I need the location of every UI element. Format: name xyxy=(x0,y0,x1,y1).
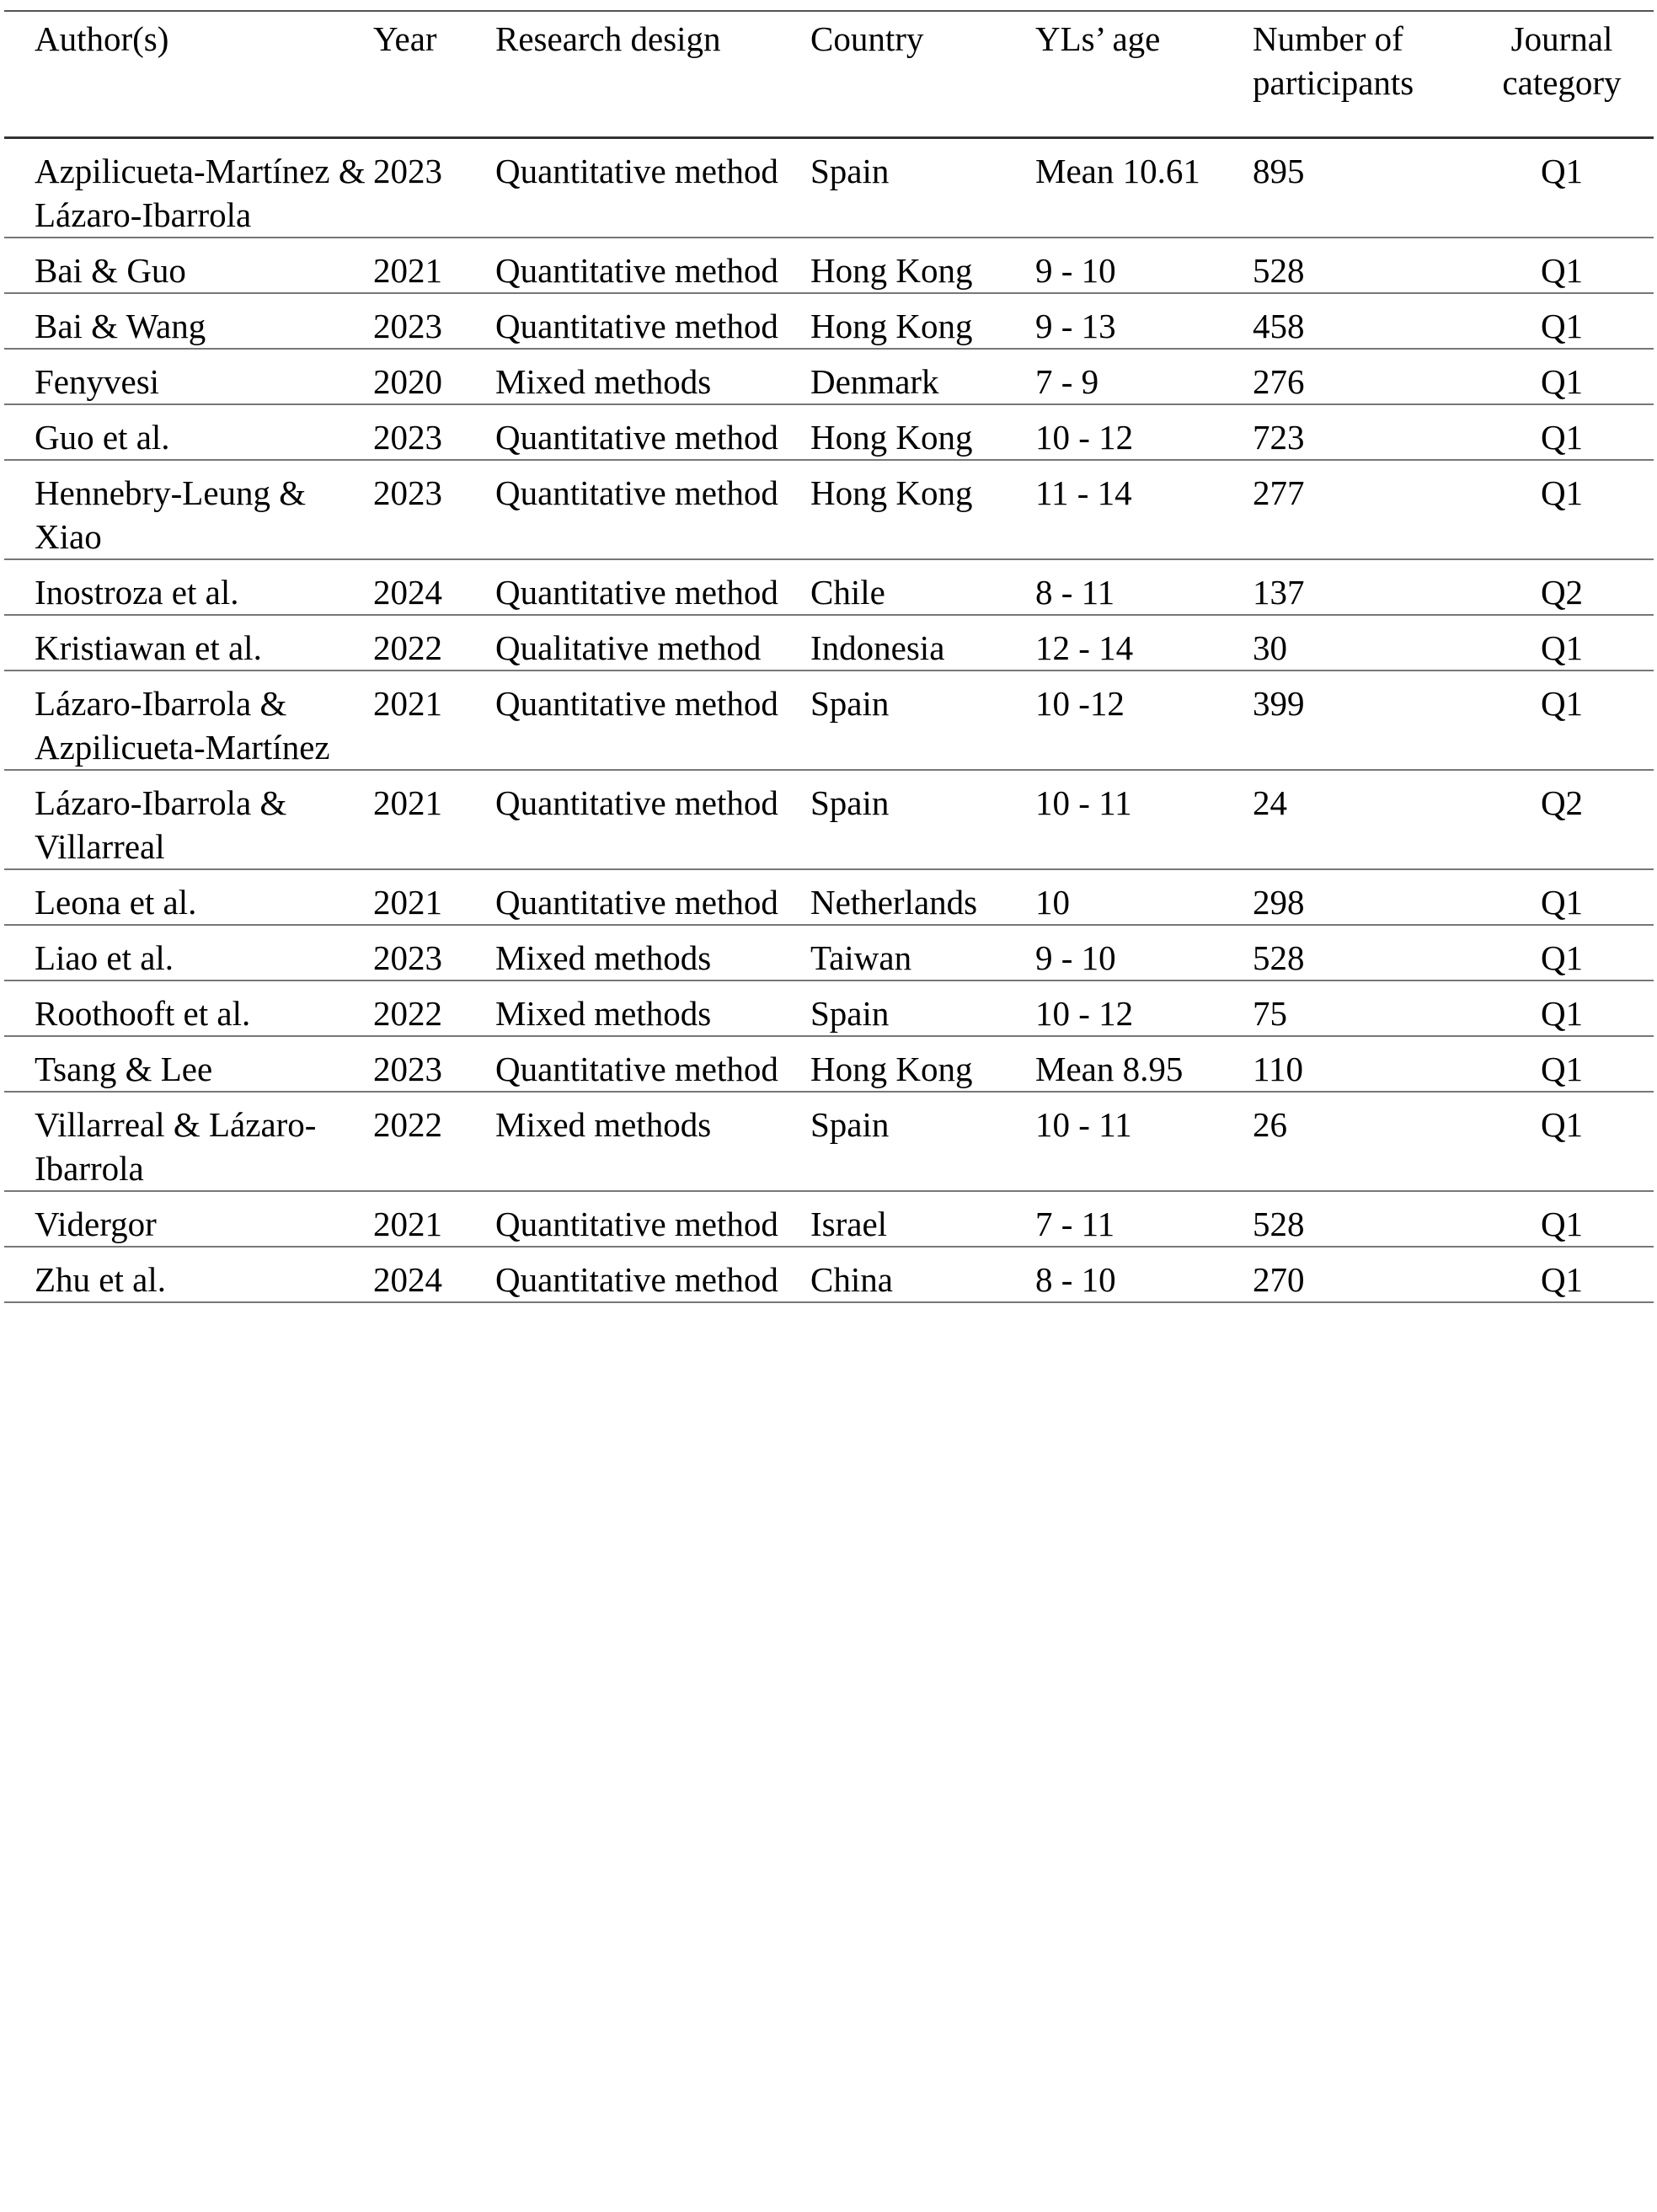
table-row xyxy=(4,671,1654,770)
cell-age: 10 xyxy=(1035,882,1070,922)
table-row xyxy=(4,293,1654,349)
cell-research-design: Quantitative method xyxy=(495,783,778,822)
cell-research-design: Quantitative method xyxy=(495,1259,778,1299)
studies-table-container xyxy=(4,10,1654,1303)
cell-journal-category: Q1 xyxy=(1540,250,1584,290)
cell-author: Lázaro-Ibarrola & Villarreal xyxy=(35,783,287,866)
cell-journal-category: Q1 xyxy=(1540,417,1584,457)
table-row xyxy=(4,559,1654,615)
header-country: Country xyxy=(810,19,924,58)
table-row xyxy=(4,869,1654,925)
cell-participants: 528 xyxy=(1253,1204,1305,1243)
cell-participants: 137 xyxy=(1253,572,1305,612)
header-research-design: Research design xyxy=(495,19,721,58)
cell-country: Chile xyxy=(810,572,885,612)
cell-country: Spain xyxy=(810,683,890,723)
cell-participants: 30 xyxy=(1253,628,1287,667)
table-row xyxy=(4,349,1654,404)
cell-age: 7 - 11 xyxy=(1035,1204,1115,1243)
table-header xyxy=(4,11,1654,137)
table-row xyxy=(4,460,1654,559)
cell-country: Hong Kong xyxy=(810,250,973,290)
cell-participants: 75 xyxy=(1253,993,1287,1033)
studies-table xyxy=(4,10,1654,1303)
table-row xyxy=(4,1036,1654,1092)
cell-participants: 26 xyxy=(1253,1104,1287,1144)
header-participants: Number of participants xyxy=(1253,19,1414,102)
cell-year: 2024 xyxy=(373,572,442,612)
cell-participants: 458 xyxy=(1253,306,1305,345)
header-author: Author(s) xyxy=(35,19,169,58)
table-row xyxy=(4,1092,1654,1191)
cell-author: Inostroza et al. xyxy=(35,572,239,612)
cell-journal-category: Q1 xyxy=(1540,882,1584,922)
cell-year: 2023 xyxy=(373,473,442,512)
cell-participants: 298 xyxy=(1253,882,1305,922)
cell-year: 2022 xyxy=(373,1104,442,1144)
cell-age: 12 - 14 xyxy=(1035,628,1134,667)
cell-author: Bai & Wang xyxy=(35,306,206,345)
table-row xyxy=(4,980,1654,1036)
cell-journal-category: Q2 xyxy=(1540,572,1584,612)
cell-age: 10 - 12 xyxy=(1035,417,1134,457)
cell-author: Zhu et al. xyxy=(35,1259,166,1299)
cell-research-design: Quantitative method xyxy=(495,683,778,723)
cell-country: Spain xyxy=(810,151,890,190)
cell-research-design: Mixed methods xyxy=(495,361,712,401)
cell-year: 2021 xyxy=(373,783,442,822)
table-row xyxy=(4,137,1654,238)
table-row xyxy=(4,238,1654,293)
cell-participants: 270 xyxy=(1253,1259,1305,1299)
table-row xyxy=(4,1191,1654,1247)
cell-author: Liao et al. xyxy=(35,938,174,977)
cell-journal-category: Q1 xyxy=(1540,628,1584,667)
table-row xyxy=(4,404,1654,460)
cell-age: 10 - 11 xyxy=(1035,783,1132,822)
cell-author: Kristiawan et al. xyxy=(35,628,262,667)
cell-year: 2023 xyxy=(373,306,442,345)
table-row xyxy=(4,615,1654,671)
cell-age: 9 - 10 xyxy=(1035,938,1116,977)
cell-journal-category: Q2 xyxy=(1540,783,1584,822)
cell-age: 10 - 11 xyxy=(1035,1104,1132,1144)
cell-age: 11 - 14 xyxy=(1035,473,1132,512)
cell-age: Mean 8.95 xyxy=(1035,1049,1184,1088)
cell-participants: 277 xyxy=(1253,473,1305,512)
table-row xyxy=(4,1247,1654,1302)
cell-age: 9 - 10 xyxy=(1035,250,1116,290)
cell-participants: 399 xyxy=(1253,683,1305,723)
cell-research-design: Quantitative method xyxy=(495,882,778,922)
header-journal-category: Journal category xyxy=(1502,19,1622,102)
header-row xyxy=(4,11,1654,137)
cell-participants: 528 xyxy=(1253,250,1305,290)
cell-country: Hong Kong xyxy=(810,417,973,457)
cell-year: 2020 xyxy=(373,361,442,401)
cell-journal-category: Q1 xyxy=(1540,1104,1584,1144)
header-year: Year xyxy=(373,19,437,58)
cell-journal-category: Q1 xyxy=(1540,683,1584,723)
cell-participants: 895 xyxy=(1253,151,1305,190)
cell-year: 2024 xyxy=(373,1259,442,1299)
cell-journal-category: Q1 xyxy=(1540,361,1584,401)
cell-year: 2023 xyxy=(373,417,442,457)
cell-country: Denmark xyxy=(810,361,939,401)
cell-research-design: Mixed methods xyxy=(495,938,712,977)
cell-research-design: Quantitative method xyxy=(495,572,778,612)
cell-journal-category: Q1 xyxy=(1540,151,1584,190)
cell-research-design: Quantitative method xyxy=(495,473,778,512)
cell-year: 2021 xyxy=(373,1204,442,1243)
cell-research-design: Quantitative method xyxy=(495,1049,778,1088)
cell-research-design: Mixed methods xyxy=(495,993,712,1033)
table-body xyxy=(4,137,1654,1302)
cell-author: Fenyvesi xyxy=(35,361,160,401)
cell-year: 2023 xyxy=(373,938,442,977)
cell-research-design: Quantitative method xyxy=(495,250,778,290)
cell-author: Villarreal & Lázaro-Ibarrola xyxy=(35,1104,317,1188)
cell-research-design: Quantitative method xyxy=(495,306,778,345)
table-row xyxy=(4,770,1654,869)
cell-journal-category: Q1 xyxy=(1540,1049,1584,1088)
cell-research-design: Mixed methods xyxy=(495,1104,712,1144)
cell-author: Leona et al. xyxy=(35,882,197,922)
cell-year: 2023 xyxy=(373,1049,442,1088)
cell-country: Hong Kong xyxy=(810,306,973,345)
cell-author: Vidergor xyxy=(35,1204,157,1243)
cell-country: Spain xyxy=(810,1104,890,1144)
cell-year: 2022 xyxy=(373,628,442,667)
cell-author: Bai & Guo xyxy=(35,250,186,290)
cell-research-design: Quantitative method xyxy=(495,1204,778,1243)
cell-author: Roothooft et al. xyxy=(35,993,251,1033)
cell-author: Azpilicueta-Martínez & Lázaro-Ibarrola xyxy=(35,151,366,234)
cell-journal-category: Q1 xyxy=(1540,938,1584,977)
table-row xyxy=(4,925,1654,980)
cell-country: Indonesia xyxy=(810,628,945,667)
header-age: YLs’ age xyxy=(1035,19,1161,58)
cell-journal-category: Q1 xyxy=(1540,993,1584,1033)
cell-author: Hennebry-Leung & Xiao xyxy=(35,473,307,556)
cell-country: Hong Kong xyxy=(810,473,973,512)
cell-age: 10 - 12 xyxy=(1035,993,1134,1033)
cell-year: 2021 xyxy=(373,683,442,723)
cell-age: 10 -12 xyxy=(1035,683,1125,723)
cell-country: Spain xyxy=(810,993,890,1033)
cell-country: Hong Kong xyxy=(810,1049,973,1088)
cell-country: Taiwan xyxy=(810,938,912,977)
cell-participants: 24 xyxy=(1253,783,1287,822)
cell-age: 8 - 11 xyxy=(1035,572,1115,612)
cell-author: Tsang & Lee xyxy=(35,1049,213,1088)
cell-country: China xyxy=(810,1259,893,1299)
cell-year: 2021 xyxy=(373,882,442,922)
cell-author: Lázaro-Ibarrola & Azpilicueta-Martínez xyxy=(35,683,330,767)
cell-journal-category: Q1 xyxy=(1540,473,1584,512)
cell-journal-category: Q1 xyxy=(1540,306,1584,345)
cell-country: Netherlands xyxy=(810,882,978,922)
cell-country: Spain xyxy=(810,783,890,822)
cell-research-design: Qualitative method xyxy=(495,628,762,667)
cell-journal-category: Q1 xyxy=(1540,1259,1584,1299)
cell-participants: 276 xyxy=(1253,361,1305,401)
cell-country: Israel xyxy=(810,1204,888,1243)
cell-research-design: Quantitative method xyxy=(495,151,778,190)
cell-participants: 528 xyxy=(1253,938,1305,977)
cell-research-design: Quantitative method xyxy=(495,417,778,457)
cell-year: 2021 xyxy=(373,250,442,290)
cell-age: Mean 10.61 xyxy=(1035,151,1200,190)
cell-journal-category: Q1 xyxy=(1540,1204,1584,1243)
cell-participants: 110 xyxy=(1253,1049,1303,1088)
cell-age: 8 - 10 xyxy=(1035,1259,1116,1299)
cell-age: 7 - 9 xyxy=(1035,361,1099,401)
cell-year: 2022 xyxy=(373,993,442,1033)
cell-participants: 723 xyxy=(1253,417,1305,457)
cell-author: Guo et al. xyxy=(35,417,170,457)
cell-age: 9 - 13 xyxy=(1035,306,1116,345)
cell-year: 2023 xyxy=(373,151,442,190)
